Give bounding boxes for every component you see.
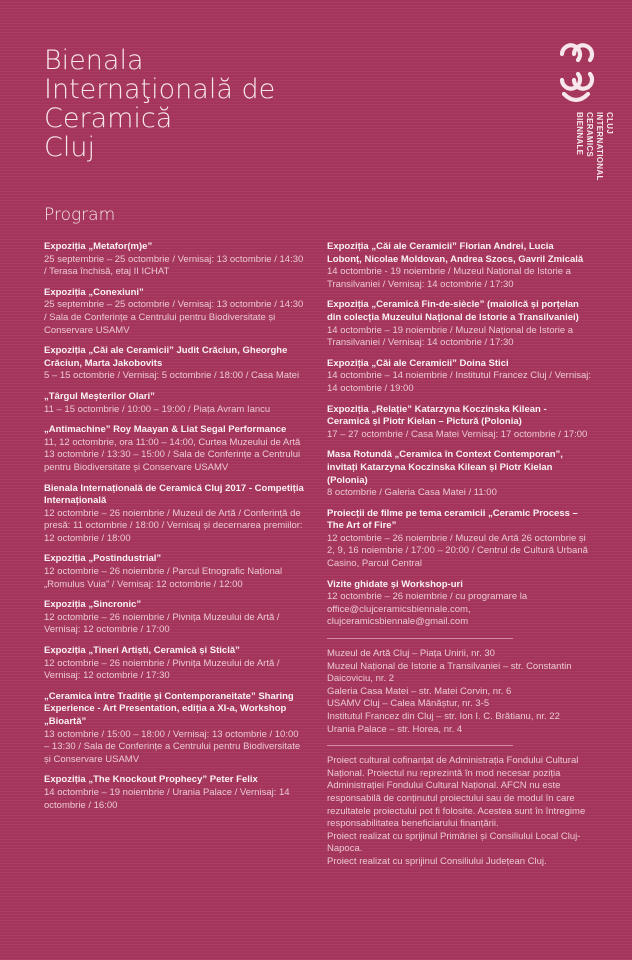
- venue-item: USAMV Cluj – Calea Mănăștur, nr. 3-5: [327, 698, 490, 710]
- event-title: Expoziția „Tineri Artiști, Ceramică și Sticlă”: [44, 645, 240, 657]
- event-item: [44, 391, 306, 416]
- funding-note: Proiect realizat cu sprijinul Consiliului Județean Cluj.: [327, 855, 547, 867]
- event-detail: 12 octombrie – 26 noiembrie / cu programare la office@clujceramicsbiennale.com, clujceramicsbiennale@gmail.com: [327, 591, 528, 628]
- event-detail: 17 – 27 octombrie / Casa Matei Vernisaj: 17 octombrie / 17:00: [327, 428, 588, 440]
- event-item: [327, 241, 591, 291]
- event-item: [327, 449, 591, 499]
- title-line-3: Ceramică: [44, 103, 173, 134]
- divider: [327, 638, 513, 639]
- event-item: [44, 599, 306, 637]
- event-title: „Târgul Meșterilor Olari”: [44, 390, 155, 402]
- event-detail: 25 septembrie – 25 octombrie / Vernisaj: 13 octombrie / 14:30 / Sala de Conferințe a Centrului pentru Biodiversitate și Conservare USAMV: [44, 299, 304, 336]
- venue-list: [327, 648, 591, 736]
- logo-wordmark: [574, 112, 614, 181]
- program-right-column: [327, 241, 591, 869]
- event-title: „Ceramica între Tradiție și Contemporaneitate” Sharing Experience - Art Presentation, ediția a XI-a, Workshop „Bioartă”: [44, 690, 294, 727]
- event-item: [44, 645, 306, 683]
- event-detail: 25 septembrie – 25 octombrie / Vernisaj: 13 octombrie / 14:30 / Terasa închisă, etaj II ICHAT: [44, 253, 304, 278]
- event-title: Expoziția „Căi ale Ceramicii” Doina Stici: [327, 357, 509, 369]
- event-detail: 14 octombrie - 19 noiembrie / Muzeul Național de Istorie a Transilvaniei / Vernisaj: 14 octombrie / 17:30: [327, 266, 571, 290]
- venue-item: Institutul Francez din Cluj – str. Ion I. C. Brătianu, nr. 22: [327, 711, 560, 722]
- venue-item: Muzeul Național de Istorie a Transilvaniei – str. Constantin Daicoviciu, nr. 2: [327, 660, 572, 685]
- logo-word-4: BIENNALE: [575, 112, 584, 156]
- event-title: Expoziția „Căi ale Ceramicii” Florian Andrei, Lucia Lobonț, Nicolae Moldovan, Andrea Szocs, Gavril Zmicală: [327, 241, 584, 265]
- event-detail: 12 octombrie – 26 noiembrie / Parcul Etnografic Național „Romulus Vuia” / Vernisaj: 12 octombrie / 12:00: [44, 566, 283, 590]
- event-item: [44, 345, 306, 383]
- event-detail: 14 octombrie – 19 noiembrie / Urania Palace / Vernisaj: 14 octombrie / 16:00: [44, 786, 290, 811]
- program-heading: Program: [44, 205, 116, 225]
- event-item: [44, 553, 306, 591]
- event-detail: 12 octombrie – 26 noiembrie / Pivnița Muzeului de Artă / Vernisaj: 12 octombrie / 17:00: [44, 611, 280, 636]
- title-line-2: Internaţională de: [44, 74, 276, 105]
- event-item: [44, 287, 306, 337]
- event-title: Bienala Internațională de Ceramică Cluj 2017 - Competiția Internațională: [44, 482, 304, 507]
- event-title: Expoziția „Conexiuni”: [44, 286, 144, 298]
- event-title: Expoziția „Metafor(m)e”: [44, 241, 153, 252]
- logo-word-3: CERAMICS: [585, 112, 594, 158]
- venue-item: Galeria Casa Matei – str. Matei Corvin, nr. 6: [327, 685, 512, 697]
- event-title: Expoziția „Relație” Katarzyna Koczinska Kilean - Ceramică și Piotr Kielan – Pictură (Polonia): [327, 403, 547, 428]
- event-title: Expoziția „The Knockout Prophecy” Peter Felix: [44, 774, 258, 786]
- event-title: Expoziția „Căi ale Ceramicii” Judit Crăciun, Gheorghe Crăciun, Marta Jakobovits: [44, 345, 288, 369]
- poster-title: [44, 46, 374, 162]
- event-item: [327, 579, 591, 629]
- venue-item: Muzeul de Artă Cluj – Piața Unirii, nr. 30: [327, 648, 495, 660]
- title-line-1: Bienala: [44, 45, 144, 76]
- event-item: [44, 483, 306, 546]
- event-detail: 12 octombrie – 26 noiembrie / Muzeul de Artă / Conferință de presă: 11 octombrie / 18:00 / Vernisaj și decernarea premiilor: 12 octombrie / 18:00: [44, 507, 303, 544]
- event-item: [44, 774, 306, 812]
- event-item: [327, 508, 591, 571]
- event-item: [44, 241, 306, 279]
- biennale-logo-icon: [556, 40, 596, 108]
- event-detail: 14 octombrie – 19 noiembrie / Muzeul Național de Istorie a Transilvaniei / Vernisaj: 14 octombrie / 17:30: [327, 324, 574, 349]
- funding-notes: [327, 755, 591, 868]
- event-item: [44, 424, 306, 474]
- event-item: [327, 404, 591, 442]
- funding-note: Proiect cultural cofinanțat de Administrația Fondului Cultural Național. Proiectul nu reprezintă în mod necesar poziția Administrației Fondului Cultural Național. AFCN nu este responsabilă de conținutul proiectului sau de modul în care rezultatele proiectului pot fi folosite. Acestea sunt în întregime responsabilitatea beneficiarului finanțării.: [327, 755, 586, 830]
- logo-word-2: INTERNATIONAL: [595, 112, 604, 181]
- funding-note: Proiect realizat cu sprijinul Primăriei și Consiliului Local Cluj-Napoca.: [327, 830, 581, 855]
- event-title: Expoziția „Ceramică Fin-de-siècle” (maiolică și porțelan din colecția Muzeului Național de Istorie a Transilvaniei): [327, 299, 579, 323]
- event-detail: 12 octombrie – 26 noiembrie / Muzeul de Artă 26 octombrie și 2, 9, 16 noiembrie / 17:00 – 20:00 / Centrul de Cultură Urbană Casino, Parcul Central: [327, 532, 588, 570]
- event-detail: 5 – 15 octombrie / Vernisaj: 5 octombrie / 18:00 / Casa Matei: [44, 370, 300, 382]
- event-title: Vizite ghidate și Workshop-uri: [327, 578, 463, 590]
- event-item: [327, 358, 591, 396]
- event-item: [327, 299, 591, 349]
- event-detail: 12 octombrie – 26 noiembrie / Pivnița Muzeului de Artă / Vernisaj: 12 octombrie / 17:30: [44, 657, 280, 682]
- event-title: „Antimachine” Roy Maayan & Liat Segal Performance: [44, 424, 287, 436]
- event-title: Proiecții de filme pe tema ceramicii „Ceramic Process – The Art of Fire”: [327, 507, 578, 532]
- event-detail: 8 octombrie / Galeria Casa Matei / 11:00: [327, 487, 497, 499]
- venue-item: Urania Palace – str. Horea, nr. 4: [327, 723, 463, 735]
- event-detail: 11 – 15 octombrie / 10:00 – 19:00 / Piața Avram Iancu: [44, 403, 271, 415]
- event-detail: 11, 12 octombrie, ora 11:00 – 14:00, Curtea Muzeului de Artă 13 octombrie / 13:30 – 15:00 / Sala de Conferințe a Centrului pentru Biodiversitate și Conservare USAMV: [44, 436, 301, 473]
- logo-word-1: CLUJ: [605, 112, 614, 135]
- event-item: [44, 691, 306, 767]
- title-line-4: Cluj: [44, 132, 95, 163]
- event-title: Expoziția „Postindustrial”: [44, 553, 162, 565]
- event-detail: 14 octombrie – 14 noiembrie / Institutul Francez Cluj / Vernisaj: 14 octombrie / 19:00: [327, 370, 592, 394]
- event-title: Expoziția „Sincronic”: [44, 599, 142, 611]
- event-title: Masa Rotundă „Ceramica în Context Contemporan”, invitați Katarzyna Koczinska Kilean și Piotr Kielan (Polonia): [327, 449, 563, 486]
- divider: [327, 745, 513, 746]
- event-detail: 13 octombrie / 15:00 – 18:00 / Vernisaj: 13 octombrie / 10:00 – 13:30 / Sala de Conferințe a Centrului pentru Biodiversitate și Conservare USAMV: [44, 728, 301, 765]
- program-left-column: [44, 241, 306, 820]
